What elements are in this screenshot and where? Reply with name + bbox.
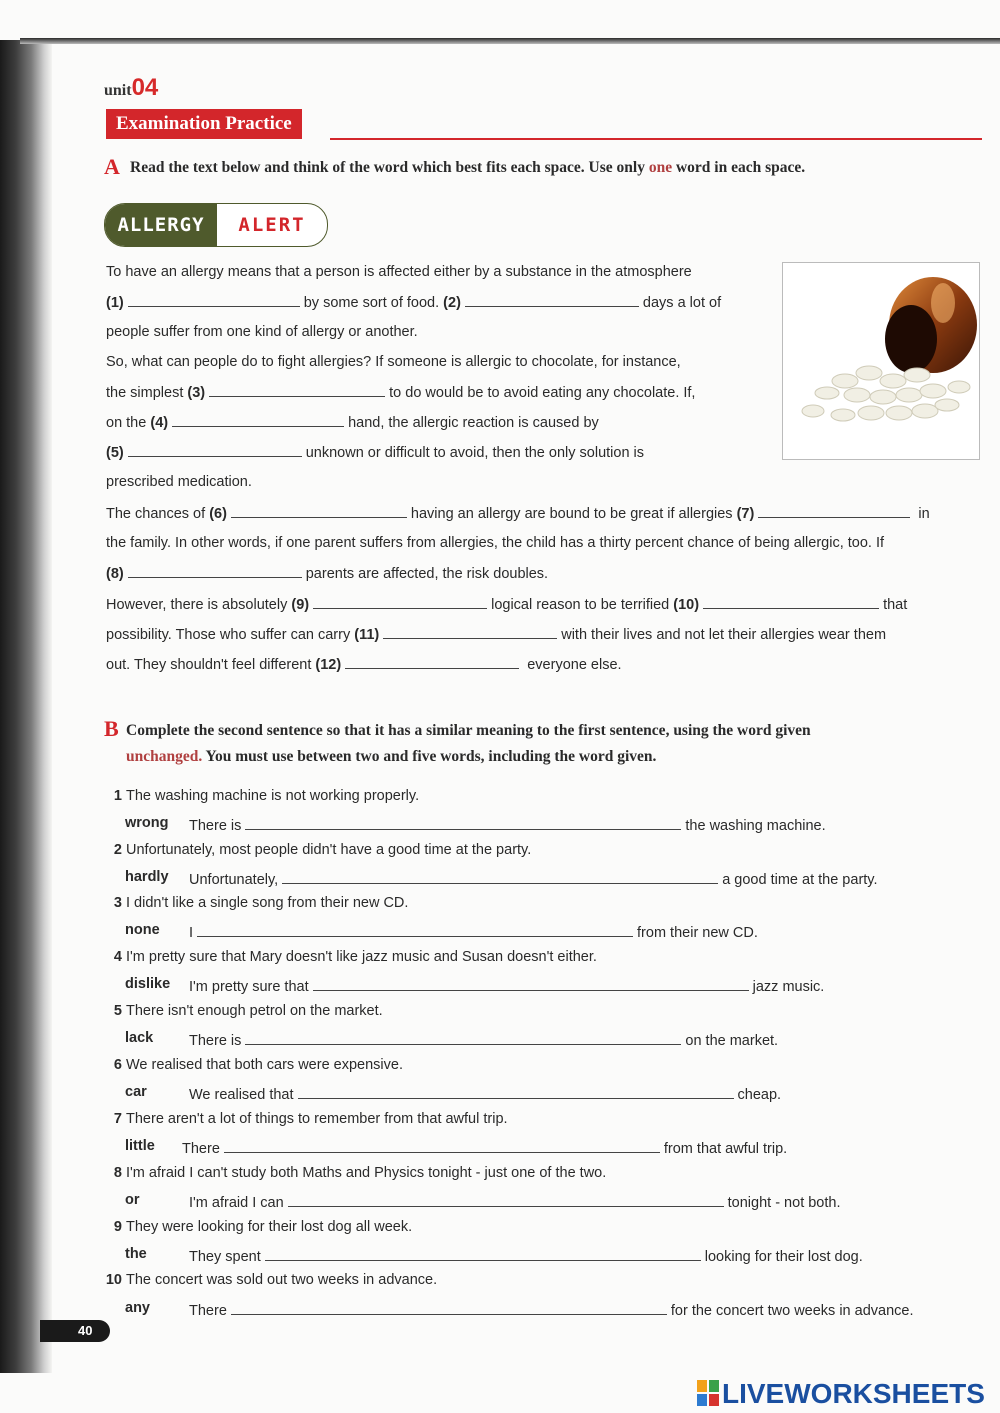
brand-name: LIVEWORKSHEETS	[722, 1378, 985, 1409]
part-b-instruction-line2	[126, 748, 656, 766]
item-number: 3	[113, 895, 122, 911]
item-answer-line	[189, 976, 824, 995]
text-line	[106, 322, 418, 342]
unit-label	[104, 74, 158, 102]
item-keyword: hardly	[125, 869, 169, 885]
answer-suffix: jazz music.	[752, 979, 825, 995]
text-line	[106, 503, 930, 524]
instruction-text: word in each space.	[672, 159, 806, 176]
text-segment: So, what can people do to fight allergies? If someone is allergic to chocolate, for instance,	[106, 354, 681, 370]
gap-9-blank[interactable]	[313, 594, 487, 609]
answer-prefix: There is	[189, 818, 242, 834]
text-segment: everyone else.	[527, 657, 622, 673]
answer-suffix: on the market.	[685, 1033, 779, 1049]
text-line	[106, 624, 886, 645]
answer-suffix: looking for their lost dog.	[704, 1249, 863, 1265]
badge-left: ALLERGY	[105, 204, 217, 246]
gap-number: (8)	[106, 566, 124, 582]
text-segment: on the	[106, 415, 147, 431]
gap-12-blank[interactable]	[345, 654, 519, 669]
text-segment: The chances of	[106, 506, 206, 522]
gap-5-blank[interactable]	[128, 442, 302, 457]
answer-prefix: We realised that	[189, 1087, 294, 1103]
item-number: 5	[113, 1003, 122, 1019]
item-answer-line	[189, 815, 826, 834]
item-sentence: There isn't enough petrol on the market.	[126, 1003, 383, 1019]
text-segment: logical reason to be terrified	[491, 597, 670, 613]
answer-blank[interactable]	[197, 922, 633, 937]
item-keyword: car	[125, 1084, 147, 1100]
gap-3-blank[interactable]	[209, 382, 385, 397]
liveworksheets-icon	[696, 1378, 720, 1408]
item-sentence: The washing machine is not working properly.	[126, 788, 420, 804]
item-number: 1	[113, 788, 122, 804]
gap-number: (1)	[106, 295, 124, 311]
answer-suffix: the washing machine.	[685, 818, 826, 834]
gap-1-blank[interactable]	[128, 292, 300, 307]
item-sentence: They were looking for their lost dog all week.	[126, 1219, 413, 1235]
item-number: 7	[113, 1111, 122, 1127]
item-sentence: We realised that both cars were expensive.	[126, 1057, 403, 1073]
text-line	[106, 262, 692, 282]
text-segment: people suffer from one kind of allergy or another.	[106, 324, 418, 340]
answer-blank[interactable]	[265, 1246, 701, 1261]
gap-6-blank[interactable]	[231, 503, 407, 518]
gap-number: (7)	[736, 506, 755, 522]
unit-number: 04	[131, 74, 159, 101]
item-answer-line	[189, 869, 878, 888]
item-number: 10	[105, 1272, 122, 1288]
answer-prefix: Unfortunately,	[189, 872, 279, 888]
item-keyword: dislike	[125, 976, 171, 992]
item-sentence: The concert was sold out two weeks in advance.	[126, 1272, 438, 1288]
text-line	[106, 382, 695, 403]
text-line	[106, 563, 548, 584]
part-b-letter: B	[104, 716, 119, 741]
text-line	[106, 654, 622, 675]
part-a-instruction	[130, 159, 805, 177]
gap-number: (9)	[291, 597, 310, 613]
item-answer-line	[182, 1138, 787, 1157]
text-segment: However, there is absolutely	[106, 597, 288, 613]
item-answer-line	[189, 1246, 863, 1265]
pills-illustration	[783, 263, 979, 459]
text-segment: unknown or difficult to avoid, then the only solution is	[305, 445, 645, 461]
page-top-edge	[20, 38, 1000, 44]
text-segment: having an allergy are bound to be great if allergies	[410, 506, 733, 522]
instruction-highlight: one	[648, 159, 673, 176]
item-keyword: lack	[125, 1030, 154, 1046]
answer-blank[interactable]	[313, 976, 749, 991]
gap-2-blank[interactable]	[465, 292, 639, 307]
answer-prefix: There	[182, 1141, 220, 1157]
item-keyword: the	[125, 1246, 147, 1262]
text-segment: days a lot of	[642, 295, 722, 311]
item-keyword: any	[125, 1300, 150, 1316]
text-line	[106, 533, 884, 553]
text-segment: to do would be to avoid eating any chocolate. If,	[389, 385, 696, 401]
allergy-alert-badge	[104, 203, 328, 247]
item-answer-line	[189, 922, 758, 941]
text-segment: parents are affected, the risk doubles.	[305, 566, 549, 582]
item-sentence: I'm pretty sure that Mary doesn't like jazz music and Susan doesn't either.	[126, 949, 597, 965]
gap-number: (11)	[354, 627, 380, 643]
instruction-text: Read the text below and think of the word which best fits each space. Use only	[130, 159, 649, 176]
gap-7-blank[interactable]	[758, 503, 910, 518]
answer-blank[interactable]	[282, 869, 718, 884]
answer-blank[interactable]	[245, 1030, 681, 1045]
item-sentence: I'm afraid I can't study both Maths and Physics tonight - just one of the two.	[126, 1165, 607, 1181]
item-sentence: I didn't like a single song from their new CD.	[126, 895, 409, 911]
item-keyword: wrong	[125, 815, 169, 831]
text-line	[106, 412, 599, 433]
gap-4-blank[interactable]	[172, 412, 344, 427]
text-segment: prescribed medication.	[106, 474, 252, 490]
text-segment: To have an allergy means that a person is affected either by a substance in the atmosphere	[106, 264, 692, 280]
part-b-instruction-line1: Complete the second sentence so that it has a similar meaning to the first sentence, using the word given	[126, 722, 811, 739]
gap-number: (4)	[150, 415, 169, 431]
answer-suffix: tonight - not both.	[727, 1195, 841, 1211]
item-sentence: Unfortunately, most people didn't have a good time at the party.	[126, 842, 532, 858]
answer-prefix: I	[189, 925, 194, 941]
answer-blank[interactable]	[298, 1084, 734, 1099]
item-keyword: none	[125, 922, 160, 938]
pills-bottle-image	[782, 262, 980, 460]
gap-number: (12)	[315, 657, 342, 673]
text-segment: the family. In other words, if one parent suffers from allergies, the child has a thirty percent chance of being allergic, too. If	[106, 535, 885, 551]
text-line	[106, 442, 644, 463]
gap-number: (5)	[106, 445, 124, 461]
page-number: 40	[40, 1320, 110, 1342]
item-number: 4	[113, 949, 122, 965]
badge-right: ALERT	[238, 214, 306, 236]
item-number: 8	[113, 1165, 122, 1181]
answer-prefix: There is	[189, 1033, 242, 1049]
item-number: 2	[113, 842, 122, 858]
item-answer-line	[189, 1084, 781, 1103]
text-line	[106, 472, 252, 492]
answer-prefix: There	[189, 1303, 227, 1319]
gap-number: (10)	[673, 597, 700, 613]
gap-number: (6)	[209, 506, 227, 522]
text-line	[106, 594, 907, 615]
instruction-text: You must use between two and five words, including the word given.	[202, 748, 657, 765]
answer-prefix: They spent	[189, 1249, 261, 1265]
section-rule	[330, 138, 982, 140]
answer-suffix: from their new CD.	[637, 925, 758, 941]
item-answer-line	[189, 1300, 914, 1319]
answer-suffix: for the concert two weeks in advance.	[670, 1303, 914, 1319]
answer-prefix: I'm pretty sure that	[189, 979, 309, 995]
answer-blank[interactable]	[224, 1138, 660, 1153]
item-number: 6	[113, 1057, 122, 1073]
item-answer-line	[189, 1030, 778, 1049]
text-segment: possibility. Those who suffer can carry	[106, 627, 351, 643]
section-title: Examination Practice	[106, 109, 302, 139]
item-keyword: or	[125, 1192, 140, 1208]
item-keyword: little	[125, 1138, 155, 1154]
text-segment: that	[883, 597, 908, 613]
item-number: 9	[113, 1219, 122, 1235]
gap-10-blank[interactable]	[703, 594, 879, 609]
text-segment: in	[918, 506, 930, 522]
text-segment: with their lives and not let their allergies wear them	[561, 627, 887, 643]
item-answer-line	[189, 1192, 841, 1211]
instruction-highlight: unchanged.	[126, 748, 203, 765]
answer-suffix: from that awful trip.	[663, 1141, 788, 1157]
answer-suffix: a good time at the party.	[722, 872, 878, 888]
book-binding-shadow	[0, 40, 52, 1373]
gap-number: (3)	[187, 385, 206, 401]
part-a-letter: A	[104, 154, 120, 179]
answer-blank[interactable]	[245, 815, 681, 830]
answer-suffix: cheap.	[737, 1087, 782, 1103]
gap-number: (2)	[443, 295, 461, 311]
text-line	[106, 352, 681, 372]
text-segment: out. They shouldn't feel different	[106, 657, 312, 673]
text-segment: hand, the allergic reaction is caused by	[348, 415, 599, 431]
item-sentence: There aren't a lot of things to remember from that awful trip.	[126, 1111, 508, 1127]
unit-word: unit	[104, 82, 132, 99]
text-line	[106, 292, 721, 313]
answer-blank[interactable]	[288, 1192, 724, 1207]
answer-prefix: I'm afraid I can	[189, 1195, 284, 1211]
answer-blank[interactable]	[231, 1300, 667, 1315]
gap-11-blank[interactable]	[383, 624, 557, 639]
text-segment: the simplest	[106, 385, 184, 401]
gap-8-blank[interactable]	[128, 563, 302, 578]
text-segment: by some sort of food.	[303, 295, 440, 311]
